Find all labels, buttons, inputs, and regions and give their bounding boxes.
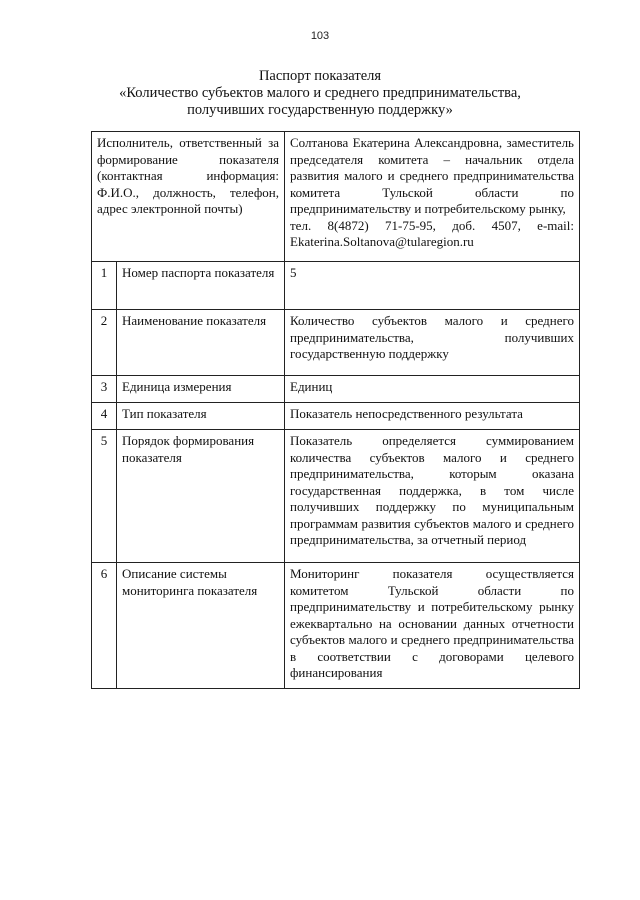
table-row	[92, 403, 580, 430]
row-number: 1	[92, 262, 117, 310]
row-label: Описание системы мониторинга показателя	[117, 563, 285, 689]
row-number: 2	[92, 310, 117, 376]
executor-name-position: Солтанова Екатерина Александровна, заместитель председателя комитета – начальник отдела развития малого и среднего предпринимательства комитета Тульской области по предпринимательству и потребительскому рынку,	[290, 135, 574, 216]
table-row	[92, 310, 580, 376]
row-value: Количество субъектов малого и среднего предпринимательства, получивших государственную поддержку	[285, 310, 580, 376]
table-row	[92, 563, 580, 689]
row-value: Показатель определяется суммированием количества субъектов малого и среднего предпринимательства, которым оказана государственная поддержка, в том числе получивших поддержку по муниципальным программам развития субъектов малого и среднего предпринимательства, за отчетный период	[285, 430, 580, 563]
row-label: Порядок формирования показателя	[117, 430, 285, 563]
row-value: Показатель непосредственного результата	[285, 403, 580, 430]
row-label: Наименование показателя	[117, 310, 285, 376]
title-line-1: Паспорт показателя	[258, 68, 382, 84]
row-value: Единиц	[285, 376, 580, 403]
row-number: 5	[92, 430, 117, 563]
row-number: 3	[92, 376, 117, 403]
executor-contact: тел. 8(4872) 71-75-95, доб. 4507, e-mail: Ekaterina.Soltanova@tularegion.ru	[290, 217, 574, 249]
row-number: 6	[92, 563, 117, 689]
row-label: Номер паспорта показателя	[117, 262, 285, 310]
title-line-2: «Количество субъектов малого и среднего предпринимательства,	[119, 85, 521, 101]
page-number: 103	[310, 30, 330, 42]
executor-value	[285, 132, 580, 262]
row-label: Единица измерения	[117, 376, 285, 403]
table-row	[92, 262, 580, 310]
row-label: Тип показателя	[117, 403, 285, 430]
row-value: Мониторинг показателя осуществляется комитетом Тульской области по предпринимательству и потребительскому рынку ежеквартально на основании данных отчетности субъектов малого и среднего предпринимательства в соответствии с договорами целевого финансирования	[285, 563, 580, 689]
title-line-3: получивших государственную поддержку»	[187, 102, 453, 118]
table-row	[92, 376, 580, 403]
document-title	[60, 68, 580, 119]
executor-row	[92, 132, 580, 262]
row-number: 4	[92, 403, 117, 430]
passport-table	[91, 131, 580, 689]
executor-label: Исполнитель, ответственный за формирование показателя (контактная информация: Ф.И.О., должность, телефон, адрес электронной почты)	[92, 132, 285, 262]
row-value: 5	[285, 262, 580, 310]
table-row	[92, 430, 580, 563]
